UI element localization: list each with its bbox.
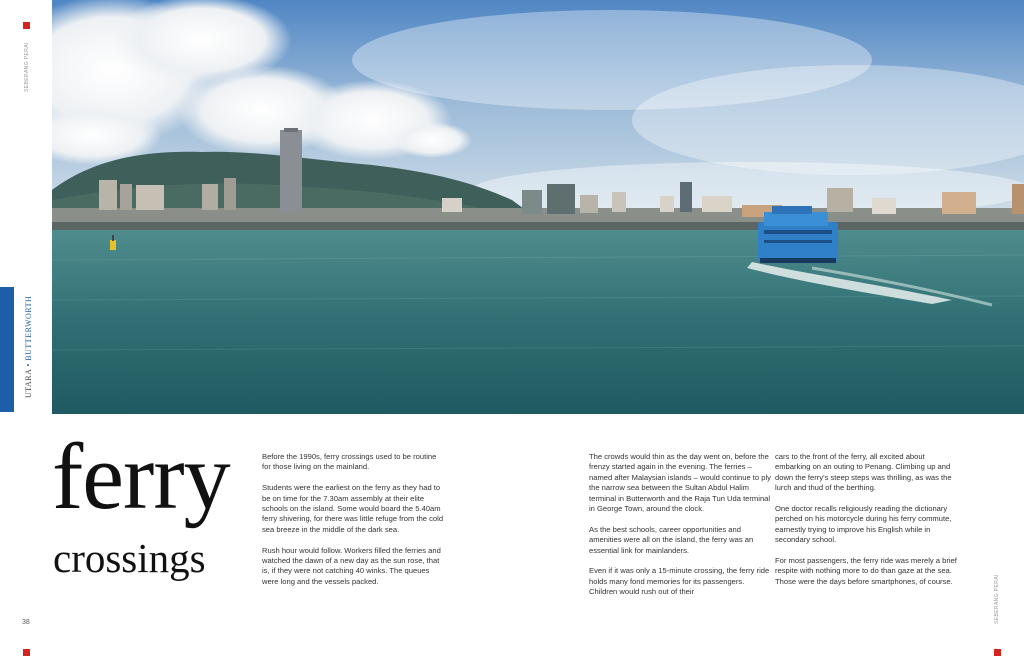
paragraph: For most passengers, the ferry ride was merely a brief respite with nothing more to do than gaze at the sea. Those were the days before smartphones, of course. [775, 556, 957, 586]
body-column-1 [262, 452, 446, 598]
photo-image [52, 0, 1024, 414]
paragraph: cars to the front of the ferry, all excited about embarking on an outing to Penang. Climbing up and down the ferry's steep steps was thrilling, as was the lurch and thud of the berthing. [775, 452, 952, 493]
corner-marker-bottom-right [994, 649, 1001, 656]
paragraph: As the best schools, career opportunities and amenities were all on the island, the ferry was an essential link for mainlanders. [589, 524, 754, 555]
corner-marker-bottom-left [23, 649, 30, 656]
paragraph: One doctor recalls religiously reading the dictionary perched on his motorcycle during his ferry commute, earnestly trying to improve his English while in secondary school. [775, 504, 952, 545]
running-head-right: SEBERANG PERAI [994, 574, 1000, 624]
paragraph: Students were the earliest on the ferry as they had to be on time for the 7.30am assembly at their elite schools on the island. Some would board the 5.40am ferry shivering, for there was little refuge from the cold sea breeze in the middle of the dark sea. [262, 483, 444, 534]
paragraph: The crowds would thin as the day went on, before the frenzy started again in the evening. The ferries – named after Malaysian islands – would continue to ply the narrow sea between the Sultan Abdul Halim terminal in Butterworth and the Raja Tun Uda terminal in George Town, around the clock. [589, 452, 771, 514]
article-title-line1: ferry [52, 425, 230, 529]
section-separator: • [24, 363, 33, 367]
section-area: BUTTERWORTH [24, 295, 33, 361]
hero-photo [52, 0, 1024, 414]
paragraph: Even if it was only a 15-minute crossing, the ferry ride holds many fond memories for its passengers. Children would rush out of their [589, 566, 770, 597]
paragraph: Before the 1990s, ferry crossings used to be routine for those living on the mainland. [262, 452, 437, 472]
running-head-left: SEBERANG PERAI [24, 42, 30, 92]
section-label [24, 296, 33, 398]
corner-marker-top-left [23, 22, 30, 29]
body-column-3 [775, 452, 959, 598]
page-number-left: 38 [22, 619, 30, 626]
section-tab [0, 287, 14, 412]
body-column-2 [589, 452, 773, 608]
paragraph: Rush hour would follow. Workers filled the ferries and watched the dawn of a new day as the sun rose, that is, if they were not catching 40 winks. The queues were long and the vessels packed. [262, 545, 441, 586]
article-title-line2: crossings [53, 535, 206, 581]
section-region: UTARA [24, 369, 33, 398]
